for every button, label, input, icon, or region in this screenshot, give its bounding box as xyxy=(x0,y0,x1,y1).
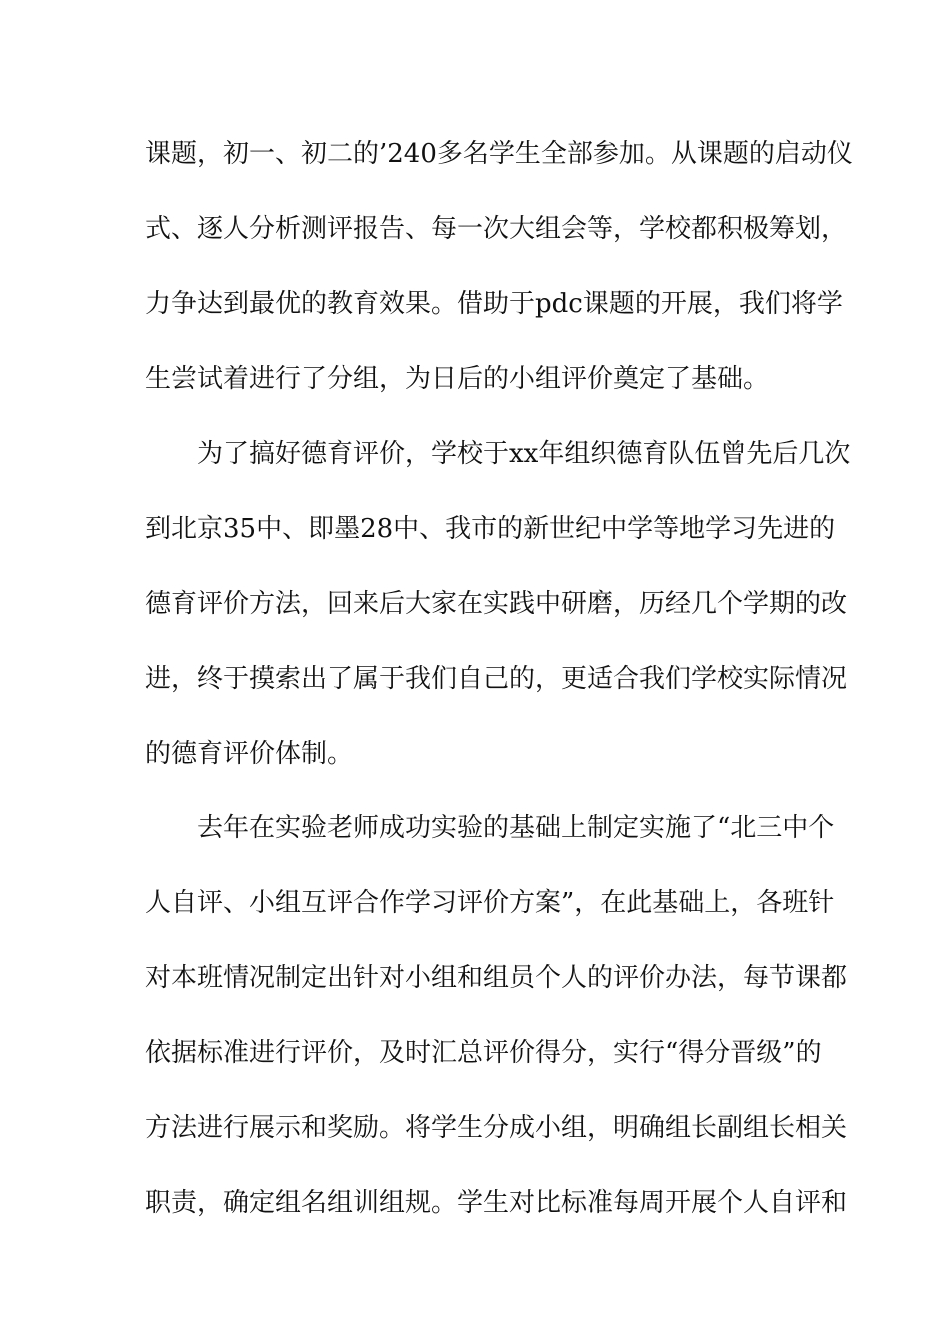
paragraph-line: 的德育评价体制。 xyxy=(145,739,354,769)
paragraph-line: 人自评、小组互评合作学习评价方案”，在此基础上，各班针 xyxy=(145,888,835,918)
paragraph-line: 课题，初一、初二的’240多名学生全部参加。从课题的启动仪 xyxy=(145,139,853,169)
paragraph-line: 式、逐人分析测评报告、每一次大组会等，学校都积极筹划， xyxy=(145,214,848,244)
paragraph-line: 职责，确定组名组训组规。学生对比标准每周开展个人自评和 xyxy=(145,1188,848,1218)
paragraph-line: 进，终于摸索出了属于我们自己的，更适合我们学校实际情况 xyxy=(145,664,848,694)
paragraph-line: 方法进行展示和奖励。将学生分成小组，明确组长副组长相关 xyxy=(145,1113,848,1143)
paragraph-line: 到北京35中、即墨28中、我市的新世纪中学等地学习先进的 xyxy=(145,514,836,544)
paragraph-line: 生尝试着进行了分组，为日后的小组评价奠定了基础。 xyxy=(145,364,770,394)
paragraph-line: 为了搞好德育评价，学校于xx年组织德育队伍曾先后几次 xyxy=(197,439,851,469)
paragraph-line: 依据标准进行评价，及时汇总评价得分，实行“得分晋级”的 xyxy=(145,1038,822,1068)
paragraph-line: 力争达到最优的教育效果。借助于pdc课题的开展，我们将学 xyxy=(145,289,843,319)
paragraph-line: 对本班情况制定出针对小组和组员个人的评价办法，每节课都 xyxy=(145,963,848,993)
paragraph-line: 去年在实验老师成功实验的基础上制定实施了“北三中个 xyxy=(197,813,835,843)
paragraph-line: 德育评价方法，回来后大家在实践中研磨，历经几个学期的改 xyxy=(145,589,848,619)
